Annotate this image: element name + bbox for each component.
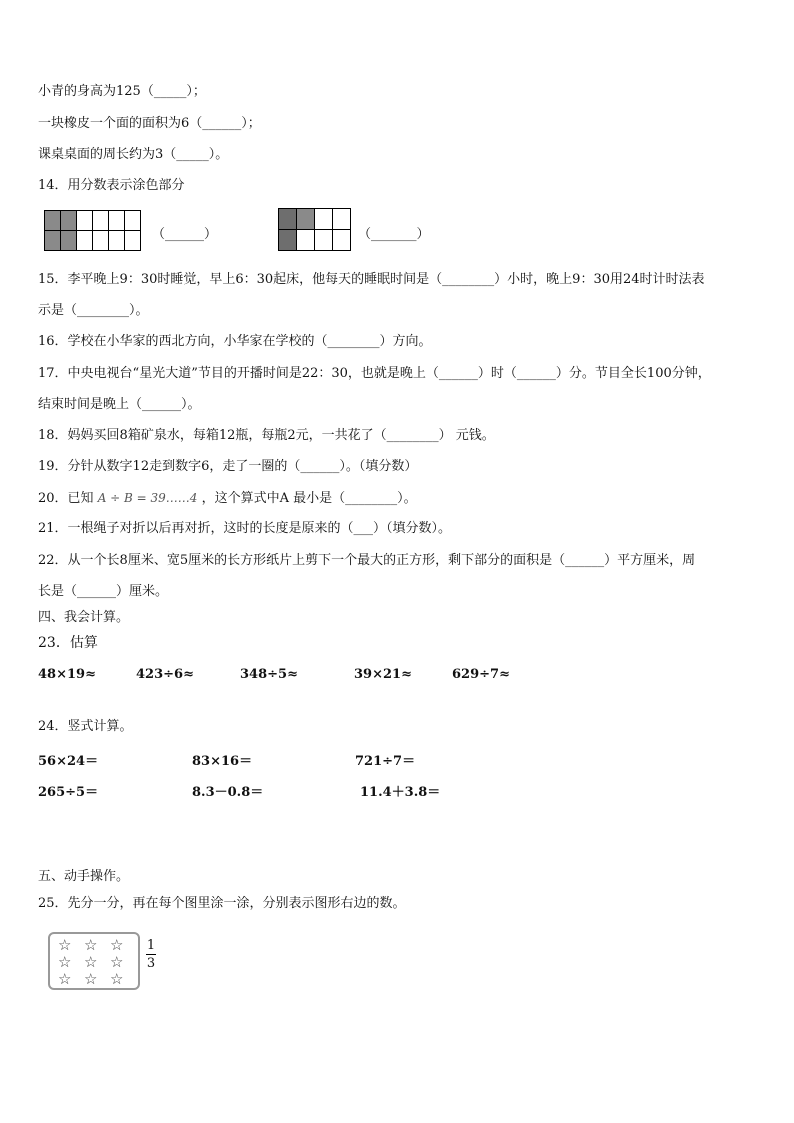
grid-cell [125, 231, 141, 251]
question-18: 18．妈妈买回8箱矿泉水，每箱12瓶，每瓶2元，一共花了（________） 元钱。 [38, 428, 495, 443]
estimate-item: 39×21≈ [354, 667, 412, 682]
star-icon: ☆ [84, 970, 98, 988]
star-icon: ☆ [110, 953, 124, 971]
question-21: 21．一根绳子对折以后再对折，这时的长度是原来的（___）（填分数）。 [38, 521, 452, 536]
calc-item: 83×16＝ [192, 754, 253, 769]
grid-cell [45, 211, 61, 231]
star-box [48, 932, 140, 990]
answer-blank-grid-2[interactable]: （_______） [358, 227, 430, 242]
grid-cell [279, 209, 297, 230]
question-16: 16．学校在小华家的西北方向，小华家在学校的（________）方向。 [38, 334, 432, 349]
unit-line-perimeter: 课桌桌面的周长约为3（_____）。 [38, 147, 229, 162]
question-15-line-1: 15．李平晚上9：30时睡觉，早上6：30起床，他每天的睡眠时间是（________）小时，晚上9：30用24时计时法表 [38, 272, 705, 287]
grid-cell [315, 230, 333, 251]
question-24: 24．竖式计算。 [38, 719, 133, 734]
unit-line-height: 小青的身高为125（_____）； [38, 84, 206, 99]
calc-item: 721÷7＝ [355, 754, 416, 769]
star-icon: ☆ [84, 953, 98, 971]
question-20-prefix: 20．已知 [38, 491, 94, 506]
estimate-item: 629÷7≈ [452, 667, 510, 682]
grid-cell [279, 230, 297, 251]
section-5-heading: 五、动手操作。 [38, 869, 130, 884]
grid-cell [61, 231, 77, 251]
estimate-item: 423÷6≈ [136, 667, 194, 682]
star-icon: ☆ [58, 936, 72, 954]
star-icon: ☆ [110, 970, 124, 988]
grid-cell [315, 209, 333, 230]
section-4-heading: 四、我会计算。 [38, 610, 130, 625]
grid-cell [77, 211, 93, 231]
question-15-line-2: 示是（________）。 [38, 303, 149, 318]
star-icon: ☆ [110, 936, 124, 954]
shaded-grid-1 [44, 210, 141, 251]
calc-item: 11.4＋3.8＝ [360, 785, 441, 800]
grid-cell [125, 211, 141, 231]
star-icon: ☆ [84, 936, 98, 954]
question-14: 14．用分数表示涂色部分 [38, 178, 185, 193]
question-19: 19．分针从数字12走到数字6，走了一圈的（______）。（填分数） [38, 459, 418, 474]
unit-line-area: 一块橡皮一个面的面积为6（______）； [38, 116, 261, 131]
shaded-grid-2 [278, 208, 351, 251]
grid-cell [297, 209, 315, 230]
grid-cell [109, 231, 125, 251]
fraction-one-third [146, 938, 156, 971]
grid-cell [61, 211, 77, 231]
estimate-item: 348÷5≈ [240, 667, 298, 682]
question-25: 25．先分一分，再在每个图里涂一涂，分别表示图形右边的数。 [38, 896, 406, 911]
question-17-line-2: 结束时间是晚上（______）。 [38, 397, 201, 412]
division-formula: A ÷ B = 39……4 [97, 491, 198, 505]
star-grid [58, 937, 136, 988]
grid-cell [93, 211, 109, 231]
fraction-bar [146, 954, 156, 955]
estimate-item: 48×19≈ [38, 667, 96, 682]
grid-cell [93, 231, 109, 251]
calc-item: 8.3－0.8＝ [192, 785, 264, 800]
grid-cell [77, 231, 93, 251]
grid-cell [109, 211, 125, 231]
grid-cell [333, 230, 351, 251]
fraction-denominator: 3 [146, 956, 156, 971]
question-22-line-2: 长是（______）厘米。 [38, 584, 169, 599]
question-22-line-1: 22．从一个长8厘米、宽5厘米的长方形纸片上剪下一个最大的正方形，剩下部分的面积是（______）平方厘米，周 [38, 553, 696, 568]
question-23: 23．估算 [38, 635, 98, 651]
question-20 [38, 490, 417, 507]
calc-item: 56×24＝ [38, 754, 99, 769]
question-20-suffix: ，这个算式中A 最小是（________）。 [201, 491, 417, 506]
star-icon: ☆ [58, 953, 72, 971]
calc-item: 265÷5＝ [38, 785, 99, 800]
grid-cell [297, 230, 315, 251]
grid-cell [333, 209, 351, 230]
grid-cell [45, 231, 61, 251]
question-17-line-1: 17．中央电视台“星光大道”节目的开播时间是22：30，也就是晚上（______）时（______）分。节目全长100分钟， [38, 366, 711, 381]
fraction-numerator: 1 [146, 938, 156, 953]
star-icon: ☆ [58, 970, 72, 988]
answer-blank-grid-1[interactable]: （______） [152, 227, 218, 242]
